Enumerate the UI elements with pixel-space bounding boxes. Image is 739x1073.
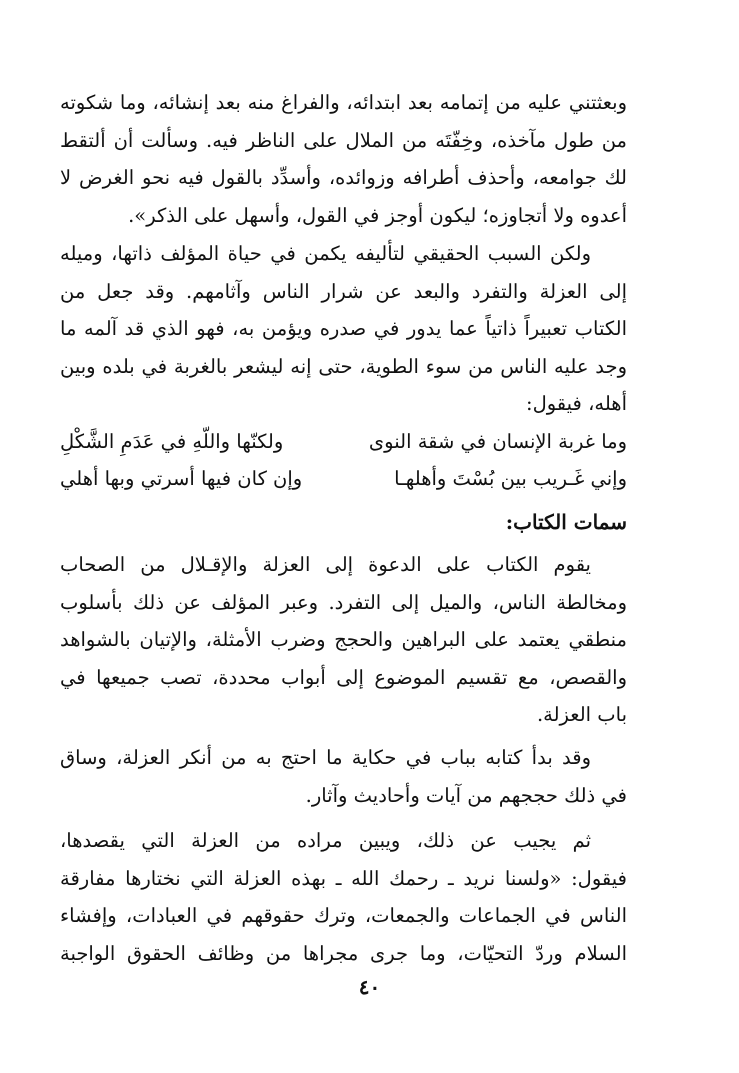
text-line: باب العزلة. [536, 703, 627, 726]
paragraph-3 [60, 546, 627, 734]
text-line: من طول مآخذه، وخِفّتَه من الملال على الناظر فيه. وسألت أن ألتقط [60, 128, 627, 152]
text-line: وبعثتني عليه من إتمامه بعد ابتدائه، والفراغ منه بعد إنشائه، وما شكوته [60, 91, 627, 114]
paragraph-4 [60, 739, 627, 814]
page-number: ٤٠ [358, 975, 381, 999]
text-line: وجد عليه الناس من سوء الطوية، حتى إنه ليشعر بالغربة في بلده وبين [60, 354, 627, 378]
text-line: ثم يجيب عن ذلك، ويبين مراده من العزلة التي يقصدها، [60, 829, 591, 852]
text-line: وقد بدأ كتابه بباب في حكاية ما احتج به من أنكر العزلة، وساق [60, 746, 591, 769]
text-line: فيقول: «ولسنا نريد ـ رحمك الله ـ بهذه العزلة التي نختارها مفارقة [60, 866, 627, 890]
paragraph-5 [60, 822, 627, 972]
text-line: يقوم الكتاب على الدعوة إلى العزلة والإقـلال من الصحاب [60, 553, 591, 576]
verse-first-hemistich: وإني غَـريب بين بُسْتَ وأهلهـا [394, 467, 627, 490]
poem-verse [60, 460, 627, 497]
verse-second-hemistich: وإن كان فيها أسرتي وبها أهلي [60, 467, 303, 490]
text-line: لك جوامعه، وأحذف أطرافه وزوائده، وأسدِّد بالقول فيه نحو الغرض لا [60, 166, 627, 189]
text-line: في ذلك حججهم من آيات وأحاديث وآثار. [305, 783, 627, 807]
paragraph-1 [60, 84, 627, 234]
text-line: السلام وردّ التحيّات، وما جرى مجراها من وظائف الحقوق الواجبة [60, 941, 627, 965]
paragraph-2 [60, 235, 627, 423]
text-line: الناس في الجماعات والجمعات، وترك حقوقهم في العبادات، وإفشاء [60, 904, 627, 927]
poem [60, 423, 627, 497]
text-line: أهله، فيقول: [526, 392, 627, 415]
verse-second-hemistich: ولكنّها واللّهِ في عَدَمِ الشَّكْلِ [60, 430, 284, 453]
section-heading: سمات الكتاب: [505, 510, 627, 534]
verse-first-hemistich: وما غربة الإنسان في شقة النوى [368, 430, 627, 453]
poem-verse [60, 423, 627, 460]
text-line: منطقي يعتمد على البراهين والحجج وضرب الأمثلة، والإتيان بالشواهد [60, 628, 627, 651]
text-line: ومخالطة الناس، والميل إلى التفرد. وعبر المؤلف عن ذلك بأسلوب [60, 590, 627, 614]
text-line: والقصص، مع تقسيم الموضوع إلى أبواب محددة، تصب جميعها في [60, 665, 627, 689]
text-line: أعدوه ولا أتجاوزه؛ ليكون أوجز في القول، وأسهل على الذكر». [128, 203, 627, 227]
text-line: الكتاب تعبيراً ذاتياً عما يدور في صدره ويؤمن به، فهو الذي قد آلمه ما [60, 317, 627, 340]
text-line: إلى العزلة والتفرد والبعد عن شرار الناس وآثامهم. وقد جعل من [60, 279, 627, 303]
text-line: ولكن السبب الحقيقي لتأليفه يكمن في حياة المؤلف ذاتها، وميله [60, 242, 591, 265]
